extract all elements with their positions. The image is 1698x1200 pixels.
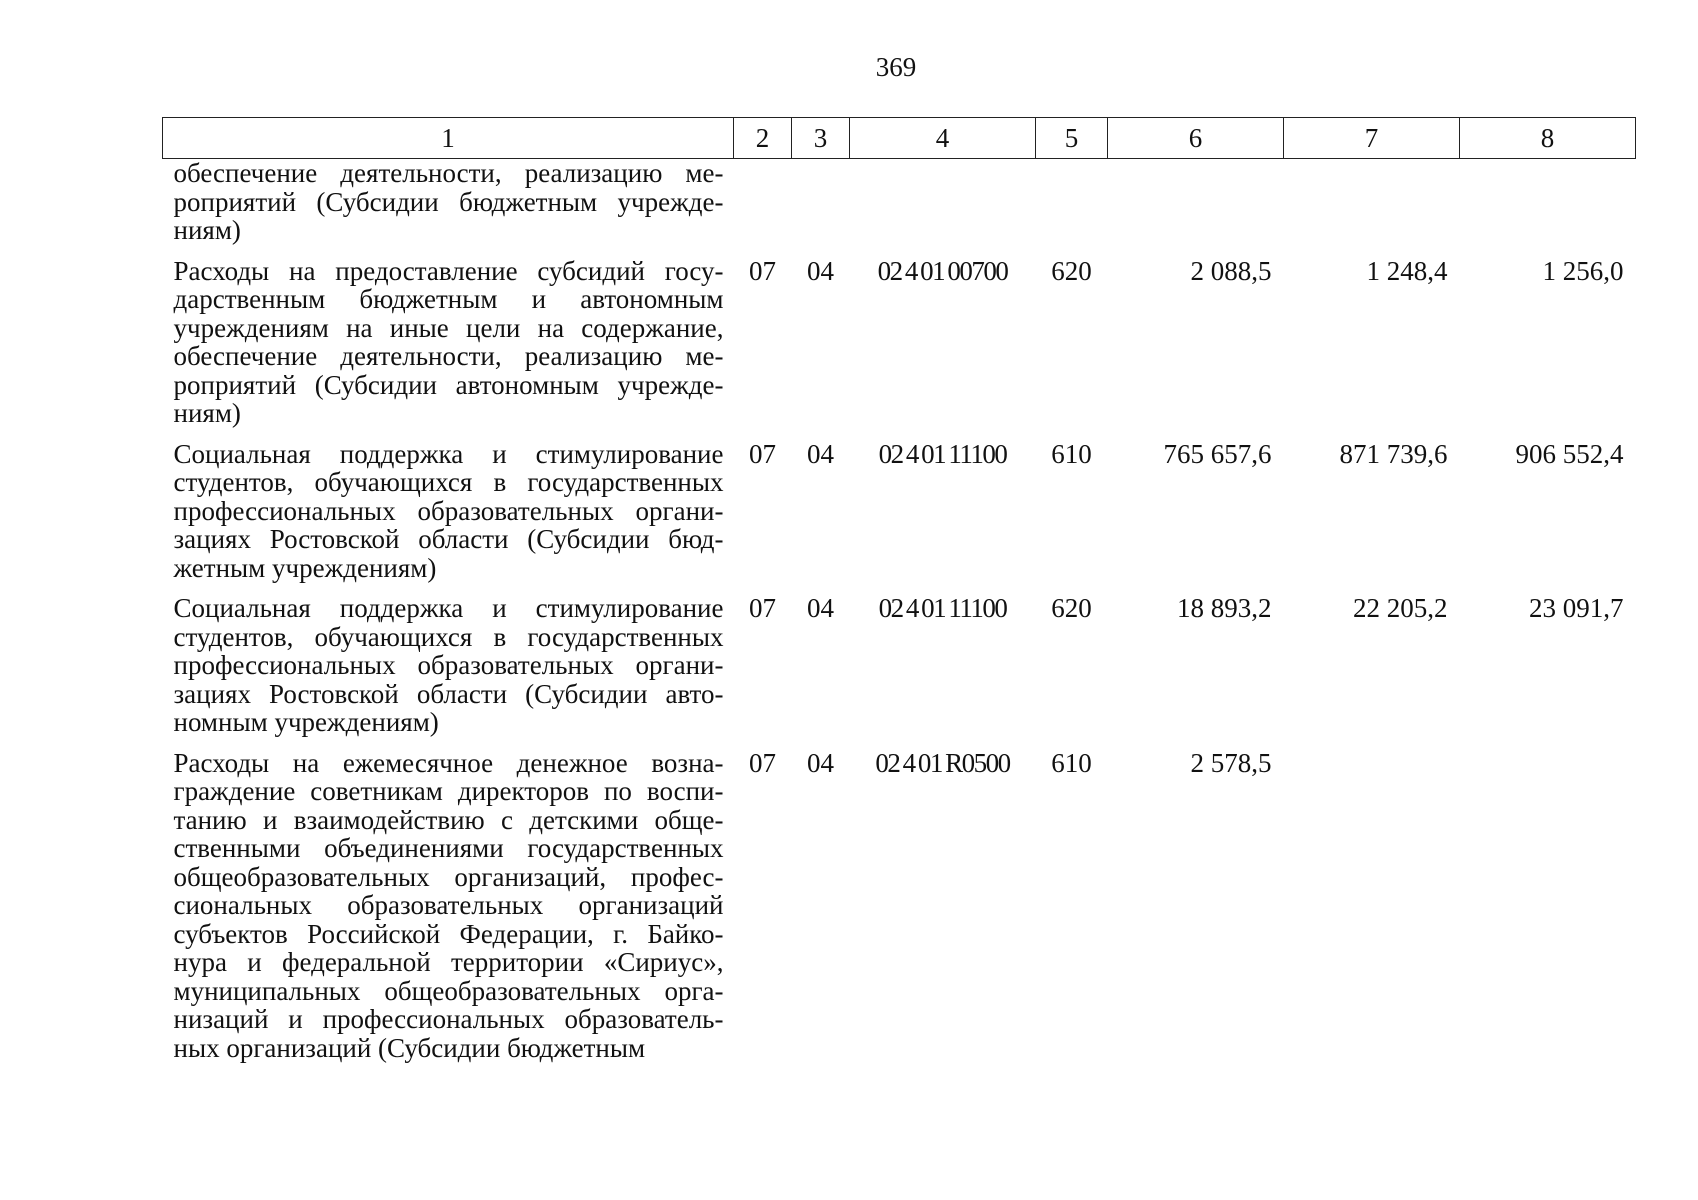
expense-type-code bbox=[1036, 159, 1108, 257]
subsection-code: 04 bbox=[807, 438, 834, 469]
subsection-code: 04 bbox=[807, 747, 834, 778]
page-number: 369 bbox=[875, 52, 917, 82]
subsection-code: 04 bbox=[807, 255, 834, 286]
target-article-code: 02 4 01 R0500 bbox=[875, 747, 1010, 778]
target-article-code: 02 4 01 11100 bbox=[878, 593, 1007, 623]
description-line: обеспечение деятельности, реализацию ме- bbox=[173, 341, 724, 371]
amount-year-1: 765 657,6 bbox=[1163, 438, 1272, 469]
description-line: граждение советникам директоров по воспи- bbox=[173, 776, 724, 806]
description-line: Социальная поддержка и стимулирование bbox=[173, 593, 724, 623]
section-code: 07 bbox=[749, 747, 776, 778]
header-col-3: 3 bbox=[792, 118, 850, 159]
target-article-code: 02 4 01 00700 bbox=[877, 255, 1008, 286]
expense-type-code: 620 bbox=[1051, 593, 1092, 623]
expense-type-code: 610 bbox=[1051, 438, 1092, 469]
description-line: ниям) bbox=[173, 398, 241, 428]
subsection-code bbox=[792, 159, 850, 257]
amount-year-1 bbox=[1108, 159, 1284, 257]
description-line: ных организаций (Субсидии бюджетным bbox=[173, 1032, 646, 1063]
amount-year-2: 22 205,2 bbox=[1353, 593, 1448, 623]
table-row bbox=[163, 594, 1636, 749]
description-line: ниям) bbox=[173, 215, 241, 245]
amount-year-2: 871 739,6 bbox=[1339, 438, 1448, 469]
description-line: студентов, обучающихся в государственных bbox=[173, 621, 724, 652]
amount-year-1: 2 088,5 bbox=[1190, 255, 1272, 286]
header-col-5: 5 bbox=[1036, 118, 1108, 159]
description-line: зациях Ростовской области (Субсидии бюд- bbox=[173, 524, 724, 554]
expense-description bbox=[163, 749, 734, 1075]
section-code: 07 bbox=[749, 593, 776, 623]
amount-year-3 bbox=[1460, 159, 1636, 257]
description-line: номным учреждениям) bbox=[173, 707, 439, 737]
description-line: зациях Ростовской области (Субсидии авто- bbox=[173, 678, 724, 709]
header-col-8: 8 bbox=[1460, 118, 1636, 159]
section-code: 07 bbox=[749, 438, 776, 469]
table-row bbox=[163, 159, 1636, 257]
description-line: муниципальных общеобразовательных орга- bbox=[173, 975, 724, 1006]
table-body bbox=[163, 159, 1636, 1075]
header-col-7: 7 bbox=[1284, 118, 1460, 159]
description-line: дарственным бюджетным и автономным bbox=[173, 284, 724, 314]
header-col-2: 2 bbox=[734, 118, 792, 159]
expense-description bbox=[163, 594, 734, 749]
header-col-1: 1 bbox=[163, 118, 734, 159]
description-line: субъектов Российской Федерации, г. Байко- bbox=[173, 918, 724, 949]
section-code: 07 bbox=[749, 255, 776, 286]
description-line: Социальная поддержка и стимулирование bbox=[173, 438, 724, 469]
table-row bbox=[163, 749, 1636, 1075]
description-line: профессиональных образовательных органи- bbox=[173, 495, 724, 526]
description-line: низаций и профессиональных образователь- bbox=[173, 1004, 724, 1034]
amount-year-2 bbox=[1284, 749, 1460, 1075]
header-col-4: 4 bbox=[850, 118, 1036, 159]
description-line: роприятий (Субсидии бюджетным учрежде- bbox=[173, 186, 724, 217]
amount-year-3: 1 256,0 bbox=[1542, 255, 1624, 286]
amount-year-2: 1 248,4 bbox=[1366, 255, 1448, 286]
expense-type-code: 620 bbox=[1051, 255, 1092, 286]
description-line: сиональных образовательных организаций bbox=[173, 890, 724, 920]
table-row bbox=[163, 257, 1636, 440]
budget-table bbox=[162, 117, 1636, 1074]
description-line: общеобразовательных организаций, профес- bbox=[173, 861, 724, 892]
amount-year-2 bbox=[1284, 159, 1460, 257]
description-line: ственными объединениями государственных bbox=[173, 833, 724, 863]
description-line: профессиональных образовательных органи- bbox=[173, 650, 724, 680]
description-line: Расходы на предоставление субсидий госу- bbox=[173, 255, 724, 286]
amount-year-3 bbox=[1460, 749, 1636, 1075]
amount-year-1: 2 578,5 bbox=[1190, 747, 1272, 778]
expense-description bbox=[163, 159, 734, 257]
description-line: Расходы на ежемесячное денежное возна- bbox=[173, 747, 724, 778]
target-article-code: 02 4 01 11100 bbox=[878, 438, 1007, 469]
expense-type-code: 610 bbox=[1051, 747, 1092, 778]
expense-description bbox=[163, 257, 734, 440]
description-line: учреждениям на иные цели на содержание, bbox=[173, 312, 724, 343]
description-line: роприятий (Субсидии автономным учрежде- bbox=[173, 369, 724, 400]
description-line: жетным учреждениям) bbox=[173, 552, 437, 583]
target-article-code bbox=[850, 159, 1036, 257]
subsection-code: 04 bbox=[807, 593, 834, 623]
amount-year-3: 23 091,7 bbox=[1529, 593, 1624, 623]
expense-description bbox=[163, 440, 734, 595]
section-code bbox=[734, 159, 792, 257]
description-line: студентов, обучающихся в государственных bbox=[173, 467, 724, 497]
table-row bbox=[163, 440, 1636, 595]
amount-year-3: 906 552,4 bbox=[1515, 438, 1624, 469]
header-col-6: 6 bbox=[1108, 118, 1284, 159]
description-line: обеспечение деятельности, реализацию ме- bbox=[173, 158, 724, 188]
description-line: танию и взаимодействию с детскими обще- bbox=[173, 804, 724, 835]
column-number-header-row bbox=[163, 118, 1636, 159]
description-line: нура и федеральной территории «Сириус», bbox=[173, 947, 724, 977]
amount-year-1: 18 893,2 bbox=[1177, 593, 1272, 623]
